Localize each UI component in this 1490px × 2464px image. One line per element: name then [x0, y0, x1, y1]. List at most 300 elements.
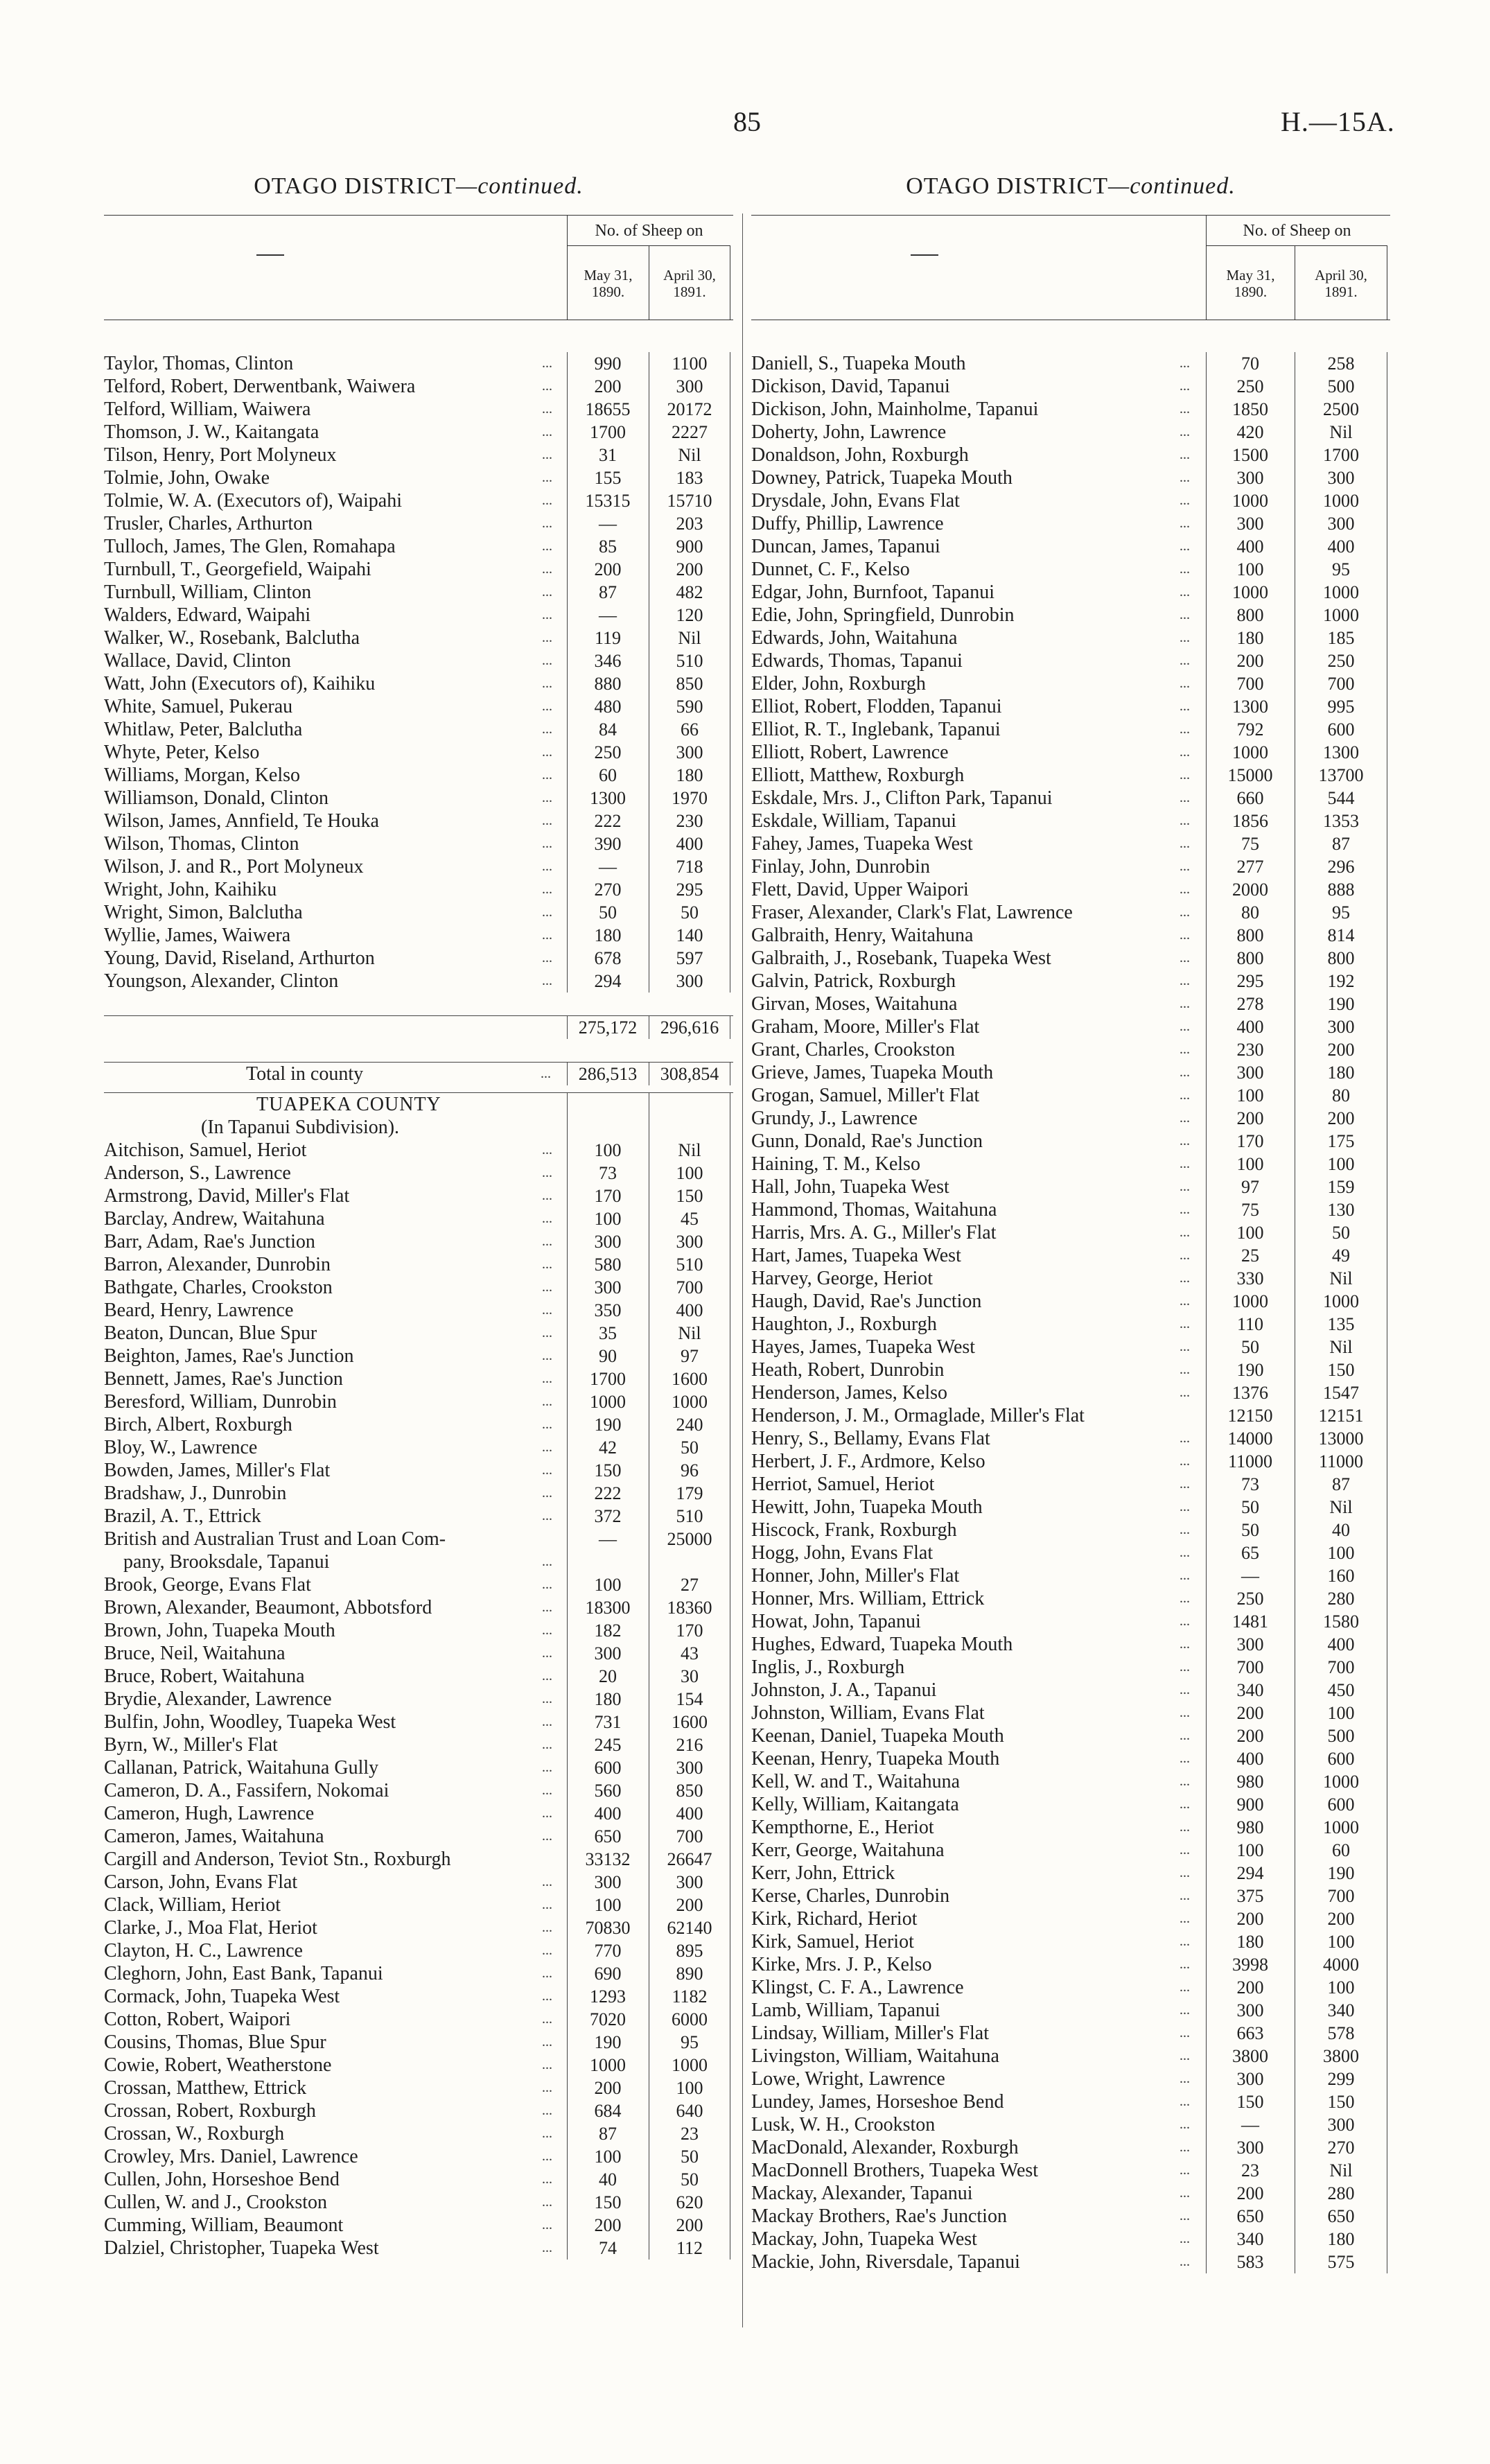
- sheep-1890: 200: [1236, 651, 1264, 671]
- sheep-1890: 690: [594, 1964, 622, 1984]
- owner-name: Lusk, W. H., Crookston: [751, 2114, 936, 2135]
- leader-dots: ...: [1180, 401, 1190, 417]
- table-row: [751, 695, 1390, 718]
- sheep-1891: Nil: [1329, 422, 1353, 442]
- right-column: [751, 173, 1390, 2273]
- table-row: [751, 1130, 1390, 1153]
- owner-name: Doherty, John, Lawrence: [751, 421, 947, 443]
- sheep-1891: 300: [676, 1872, 703, 1892]
- owner-name: Cullen, John, Horseshoe Bend: [104, 2169, 340, 2190]
- sheep-1890: 1000: [1232, 1291, 1268, 1311]
- sheep-1890: 74: [599, 2238, 617, 2258]
- sheep-1890: 40: [599, 2169, 617, 2190]
- owner-name: Edwards, Thomas, Tapanui: [751, 650, 963, 672]
- sheep-1890: 340: [1236, 1680, 1264, 1700]
- table-row: [751, 1038, 1390, 1061]
- leader-dots: ...: [542, 1966, 552, 1981]
- sheep-1891: 700: [1327, 674, 1355, 694]
- owner-name: Haugh, David, Rae's Junction: [751, 1291, 982, 1312]
- leader-dots: ...: [1180, 424, 1190, 439]
- sheep-1891: 700: [1327, 1657, 1355, 1677]
- table-row: [104, 1642, 733, 1665]
- sheep-1891: 100: [1327, 1543, 1355, 1563]
- sheep-1890: 390: [594, 834, 622, 854]
- owner-name: Telford, Robert, Derwentbank, Waiwera: [104, 376, 416, 397]
- sheep-1890: 200: [1236, 1909, 1264, 1929]
- sheep-1890: 300: [594, 1643, 622, 1663]
- header-gap: [751, 320, 1390, 352]
- leader-dots: ...: [1180, 584, 1190, 600]
- table-row: [751, 1381, 1390, 1404]
- leader-dots: ...: [1180, 1682, 1190, 1697]
- table-row: [751, 1015, 1390, 1038]
- table-row: [104, 1665, 733, 1688]
- table-row: [104, 2168, 733, 2191]
- sheep-1891: 30: [681, 1666, 699, 1686]
- sheep-1890: 1856: [1232, 811, 1268, 831]
- sheep-1890: 180: [594, 925, 622, 945]
- district-title: OTAGO DISTRICT: [254, 173, 456, 199]
- leader-dots: ...: [1180, 1202, 1190, 1217]
- sheep-1890: 180: [1236, 628, 1264, 648]
- owner-name: Flett, David, Upper Waipori: [751, 879, 969, 900]
- leader-dots: ...: [542, 813, 552, 828]
- table-row: [751, 1679, 1390, 1702]
- table-row: [751, 2205, 1390, 2228]
- leader-dots: ...: [1180, 1865, 1190, 1880]
- owner-name: Beaton, Duncan, Blue Spur: [104, 1322, 317, 1344]
- sheep-1891: 400: [676, 834, 703, 854]
- header-line: April 30,: [1315, 267, 1367, 283]
- sheep-1890: 35: [599, 1323, 617, 1343]
- name-column-header: [256, 254, 284, 256]
- sheep-1890: 65: [1241, 1543, 1259, 1563]
- table-row: [104, 1916, 733, 1939]
- sheep-1891: 87: [1332, 834, 1350, 854]
- sheep-1891: 200: [1327, 1108, 1355, 1128]
- leader-dots: ...: [1180, 1293, 1190, 1309]
- owner-name: Grieve, James, Tuapeka Mouth: [751, 1062, 994, 1083]
- leader-dots: ...: [542, 607, 552, 622]
- table-row: [751, 1633, 1390, 1656]
- leader-dots: ...: [542, 2080, 552, 2095]
- sheep-1890: —: [1241, 1566, 1259, 1586]
- leader-dots: ...: [542, 1462, 552, 1478]
- table-row: [751, 1839, 1390, 1862]
- table-row: [104, 1802, 733, 1825]
- leader-dots: ...: [542, 2172, 552, 2187]
- owner-name: Clarke, J., Moa Flat, Heriot: [104, 1917, 317, 1939]
- owner-name: MacDonald, Alexander, Roxburgh: [751, 2137, 1019, 2158]
- sheep-1890: 300: [594, 1872, 622, 1892]
- table-row: [751, 1724, 1390, 1747]
- table-row: [104, 718, 733, 741]
- table-row: [751, 1793, 1390, 1816]
- sheep-1891: 150: [1327, 2092, 1355, 2112]
- table-row: [751, 1198, 1390, 1221]
- sheep-1890: 980: [1236, 1772, 1264, 1792]
- leader-dots: ...: [542, 836, 552, 851]
- sheep-1891: Nil: [1329, 1268, 1353, 1288]
- table-row: [751, 1610, 1390, 1633]
- leader-dots: ...: [542, 653, 552, 668]
- leader-dots: ...: [542, 2034, 552, 2050]
- table-row: [104, 581, 733, 604]
- owner-name: Daniell, S., Tuapeka Mouth: [751, 353, 966, 374]
- owner-name: Barron, Alexander, Dunrobin: [104, 1254, 331, 1275]
- section-subtitle-row: [104, 1116, 733, 1139]
- table-row: [751, 2228, 1390, 2251]
- table-row: [751, 1564, 1390, 1587]
- sheep-1890: 800: [1236, 948, 1264, 968]
- sheep-1891: 280: [1327, 1589, 1355, 1609]
- owner-name: Johnston, William, Evans Flat: [751, 1702, 985, 1724]
- sheep-1890: 1481: [1232, 1611, 1268, 1632]
- table-row: [751, 604, 1390, 627]
- owner-name: Trusler, Charles, Arthurton: [104, 513, 313, 534]
- table-row: [104, 1779, 733, 1802]
- sheep-1890: 700: [1236, 1657, 1264, 1677]
- table-row: [751, 1702, 1390, 1724]
- leader-dots: ...: [542, 2217, 552, 2233]
- owner-name: British and Australian Trust and Loan Com-: [104, 1528, 446, 1550]
- owner-name: Bathgate, Charles, Crookston: [104, 1277, 333, 1298]
- owner-name: Dickison, John, Mainholme, Tapanui: [751, 399, 1039, 420]
- sheep-1890: 200: [594, 559, 622, 579]
- leader-dots: ...: [1180, 516, 1190, 531]
- sheep-1890: 150: [594, 2192, 622, 2212]
- april-1891-header: [649, 246, 730, 320]
- sheep-1891: 100: [1327, 1154, 1355, 1174]
- sheep-1890: 1000: [590, 2055, 626, 2075]
- sheep-1891: 203: [676, 514, 703, 534]
- sheep-1891: 300: [1327, 468, 1355, 488]
- sheep-1890: 100: [1236, 559, 1264, 579]
- owner-name: Keenan, Daniel, Tuapeka Mouth: [751, 1725, 1004, 1747]
- sheep-1891: 18360: [667, 1598, 712, 1618]
- sheep-1891: 800: [1327, 948, 1355, 968]
- table-row: [751, 1496, 1390, 1519]
- owner-name: Kerse, Charles, Dunrobin: [751, 1885, 950, 1907]
- sheep-1890: 100: [594, 2147, 622, 2167]
- leader-dots: ...: [1180, 2025, 1190, 2041]
- sheep-1890: 100: [1236, 1085, 1264, 1106]
- leader-dots: ...: [542, 1485, 552, 1501]
- owner-name: Whitlaw, Peter, Balclutha: [104, 719, 303, 740]
- owner-name: Girvan, Moses, Waitahuna: [751, 993, 958, 1015]
- sheep-1891: 597: [676, 948, 703, 968]
- leader-dots: ...: [1180, 1705, 1190, 1720]
- table-row: [104, 2077, 733, 2099]
- total-label: Total in county: [246, 1063, 364, 1085]
- sheep-1891: 190: [1327, 1863, 1355, 1883]
- table-row: [104, 1253, 733, 1276]
- leader-dots: ...: [1180, 1087, 1190, 1103]
- table-header: [751, 215, 1390, 320]
- sheep-1891: 26647: [667, 1849, 712, 1869]
- sheep-1890: 700: [1236, 674, 1264, 694]
- sheep-1890: 600: [594, 1758, 622, 1778]
- owner-name: Beard, Henry, Lawrence: [104, 1300, 294, 1321]
- owner-name: Mackie, John, Riversdale, Tapanui: [751, 2251, 1020, 2273]
- table-row: [104, 2237, 733, 2260]
- table-row: [751, 512, 1390, 535]
- owner-name: Cousins, Thomas, Blue Spur: [104, 2032, 326, 2053]
- sheep-1890: 400: [1236, 536, 1264, 557]
- owner-name: Cargill and Anderson, Teviot Stn., Roxburgh: [104, 1849, 451, 1870]
- leader-dots: ...: [542, 882, 552, 897]
- table-row: [751, 810, 1390, 832]
- leader-dots: ...: [1180, 1499, 1190, 1514]
- sheep-1891: 27: [681, 1575, 699, 1595]
- table-row: [104, 444, 733, 466]
- sheep-1891: 640: [676, 2101, 703, 2121]
- sheep-1891: 300: [676, 1232, 703, 1252]
- table-row: [104, 764, 733, 787]
- owner-name: Bennett, James, Rae's Junction: [104, 1368, 343, 1390]
- sheep-1891: 258: [1327, 353, 1355, 374]
- owner-name: Eskdale, William, Tapanui: [751, 810, 957, 832]
- table-row: [104, 1756, 733, 1779]
- leader-dots: ...: [1180, 1316, 1190, 1331]
- owner-name: Mackay Brothers, Rae's Junction: [751, 2205, 1007, 2227]
- table-row: [751, 947, 1390, 970]
- table-row: [751, 1336, 1390, 1358]
- owner-name: Crossan, W., Roxburgh: [104, 2123, 285, 2144]
- sheep-1891: 190: [1327, 994, 1355, 1014]
- owner-name: Kerr, John, Ettrick: [751, 1862, 895, 1884]
- owner-name: Bulfin, John, Woodley, Tuapeka West: [104, 1711, 396, 1733]
- leader-dots: ...: [1180, 2002, 1190, 2018]
- table-row: [751, 764, 1390, 787]
- sheep-1891: 1353: [1323, 811, 1359, 831]
- sheep-1890: 400: [1236, 1017, 1264, 1037]
- table-row: [104, 855, 733, 878]
- sheep-1891: 450: [1327, 1680, 1355, 1700]
- table-row: [104, 924, 733, 947]
- leader-dots: ...: [542, 950, 552, 965]
- owner-name: Kell, W. and T., Waitahuna: [751, 1771, 961, 1792]
- sheep-1890: 70: [1241, 353, 1259, 374]
- owner-name: Henry, S., Bellamy, Evans Flat: [751, 1428, 990, 1449]
- sheep-1891: 1547: [1323, 1383, 1359, 1403]
- owner-name: Grogan, Samuel, Miller't Flat: [751, 1085, 980, 1106]
- owner-name: Brydie, Alexander, Lawrence: [104, 1688, 332, 1710]
- owner-name: Henderson, James, Kelso: [751, 1382, 948, 1404]
- leader-dots: ...: [542, 1874, 552, 1889]
- sheep-1891: 890: [676, 1964, 703, 1984]
- owner-name: Kempthorne, E., Heriot: [751, 1817, 934, 1838]
- sheep-1890: —: [599, 605, 617, 625]
- table-row: [751, 1473, 1390, 1496]
- leader-dots: ...: [1180, 1751, 1190, 1766]
- sheep-1890: 200: [1236, 1108, 1264, 1128]
- table-row: [104, 1985, 733, 2008]
- sheep-1890: 340: [1236, 2229, 1264, 2249]
- owner-name: Walders, Edward, Waipahi: [104, 604, 311, 626]
- leader-dots: ...: [1180, 561, 1190, 577]
- leader-dots: ...: [1180, 996, 1190, 1011]
- sheep-1891: 510: [676, 1506, 703, 1526]
- owner-name: Brazil, A. T., Ettrick: [104, 1505, 261, 1527]
- owner-name: Cameron, James, Waitahuna: [104, 1826, 324, 1847]
- sheep-1890: 1300: [590, 788, 626, 808]
- owner-name: Howat, John, Tapanui: [751, 1611, 921, 1632]
- leader-dots: ...: [542, 1806, 552, 1821]
- table-row: [104, 1962, 733, 1985]
- sheep-1891: 13000: [1318, 1428, 1364, 1449]
- leader-dots: ...: [542, 1600, 552, 1615]
- sheep-1891: 718: [676, 857, 703, 877]
- owner-name: Klingst, C. F. A., Lawrence: [751, 1977, 964, 1998]
- sheep-1891: 300: [1327, 1017, 1355, 1037]
- leader-dots: ...: [1180, 1774, 1190, 1789]
- sheep-1891: 1000: [1323, 582, 1359, 602]
- sheep-1890: 73: [1241, 1474, 1259, 1494]
- owner-name: Honner, John, Miller's Flat: [751, 1565, 960, 1587]
- sheep-1890: 75: [1241, 834, 1259, 854]
- owner-name: Hall, John, Tuapeka West: [751, 1176, 949, 1198]
- leader-dots: ...: [1180, 744, 1190, 760]
- owner-name: Bloy, W., Lawrence: [104, 1437, 258, 1458]
- sheep-1891: 200: [676, 1895, 703, 1915]
- sheep-1891: 100: [1327, 1977, 1355, 1998]
- sheep-1890: 23: [1241, 2160, 1259, 2181]
- sheep-1891: 340: [1327, 2000, 1355, 2020]
- sheep-1891: 300: [1327, 2115, 1355, 2135]
- leader-dots: ...: [542, 790, 552, 805]
- sheep-1890: 3800: [1232, 2046, 1268, 2066]
- table-row: [104, 1871, 733, 1894]
- sheep-1891: 100: [676, 2078, 703, 2098]
- sheep-1891: 850: [676, 674, 703, 694]
- sheep-1890: 300: [1236, 2138, 1264, 2158]
- leader-dots: ...: [1180, 1042, 1190, 1057]
- sheep-1890: 2000: [1232, 880, 1268, 900]
- owner-name: Heath, Robert, Dunrobin: [751, 1359, 945, 1381]
- leader-dots: ...: [542, 1508, 552, 1523]
- sheep-1890: 800: [1236, 925, 1264, 945]
- owner-name: Herbert, J. F., Ardmore, Kelso: [751, 1451, 985, 1472]
- sheep-1890: 1000: [590, 1392, 626, 1412]
- sheep-1891: 66: [681, 719, 699, 740]
- sheep-1891: 180: [1327, 1063, 1355, 1083]
- leader-dots: ...: [1180, 859, 1190, 874]
- sheep-1891: 112: [676, 2238, 703, 2258]
- sheep-1890: 250: [1236, 376, 1264, 396]
- sheep-1890: 300: [1236, 1634, 1264, 1654]
- sheep-1890: —: [599, 514, 617, 534]
- owner-name: Lundey, James, Horseshoe Bend: [751, 2091, 1004, 2113]
- sheep-1891: 192: [1327, 971, 1355, 991]
- sheep-1891: 150: [676, 1186, 703, 1206]
- sheep-1891: 180: [676, 765, 703, 785]
- sheep-1891: 700: [1327, 1886, 1355, 1906]
- leader-dots: ...: [542, 1394, 552, 1409]
- sheep-1891: 200: [676, 559, 703, 579]
- sheep-1891: 590: [676, 697, 703, 717]
- table-row: [104, 695, 733, 718]
- sheep-1891: 6000: [672, 2009, 708, 2029]
- table-row: [751, 672, 1390, 695]
- table-row: [751, 1313, 1390, 1336]
- owner-name: Haining, T. M., Kelso: [751, 1153, 920, 1175]
- leader-dots: ...: [1180, 378, 1190, 394]
- header-line: April 30,: [663, 267, 716, 283]
- total-row: [104, 1062, 733, 1085]
- table-row: [751, 2182, 1390, 2205]
- owner-name: MacDonnell Brothers, Tuapeka West: [751, 2160, 1039, 2181]
- sheep-1890: 15000: [1227, 765, 1273, 785]
- leader-dots: ...: [542, 539, 552, 554]
- sheep-1890: 190: [1236, 1360, 1264, 1380]
- owner-name: Hammond, Thomas, Waitahuna: [751, 1199, 997, 1221]
- sheep-1891: 510: [676, 1255, 703, 1275]
- table-row: [751, 649, 1390, 672]
- sheep-1890: 1300: [1232, 697, 1268, 717]
- table-row: [104, 1619, 733, 1642]
- leader-dots: ...: [1180, 1110, 1190, 1126]
- table-row: [104, 1436, 733, 1459]
- owner-name: Callanan, Patrick, Waitahuna Gully: [104, 1757, 379, 1779]
- leader-dots: ...: [542, 1440, 552, 1455]
- sheep-1891: 250: [1327, 651, 1355, 671]
- may-1890-header: [567, 246, 649, 320]
- leader-dots: ...: [542, 1828, 552, 1844]
- sheep-1890: 663: [1236, 2023, 1264, 2043]
- table-row: [751, 1176, 1390, 1198]
- sheep-1891: 1300: [1323, 742, 1359, 762]
- sheep-1890: 560: [594, 1781, 622, 1801]
- owner-name: Edgar, John, Burnfoot, Tapanui: [751, 582, 995, 603]
- leader-dots: ...: [542, 722, 552, 737]
- leader-dots: ...: [542, 859, 552, 874]
- table-row: [751, 421, 1390, 444]
- sheep-1890: 770: [594, 1941, 622, 1961]
- sheep-1890: 155: [594, 468, 622, 488]
- table-row: [104, 2008, 733, 2031]
- sheep-1890: 50: [1241, 1337, 1259, 1357]
- sheep-1891: 300: [676, 742, 703, 762]
- sheep-1891: 1000: [1323, 1291, 1359, 1311]
- leader-dots: ...: [1180, 1453, 1190, 1469]
- sheep-1890: 70830: [585, 1918, 631, 1938]
- leader-dots: ...: [1180, 1591, 1190, 1606]
- sheep-1891: 175: [1327, 1131, 1355, 1151]
- leader-dots: ...: [1180, 1248, 1190, 1263]
- leader-dots: ...: [1180, 447, 1190, 462]
- sheep-1890: 792: [1236, 719, 1264, 740]
- table-row: [104, 741, 733, 764]
- sheep-1890: 150: [1236, 2092, 1264, 2112]
- owner-name: Taylor, Thomas, Clinton: [104, 353, 294, 374]
- sheep-1890: 580: [594, 1255, 622, 1275]
- sheep-1891: 1000: [672, 1392, 708, 1412]
- table-row: [751, 1587, 1390, 1610]
- leader-dots: ...: [1180, 1339, 1190, 1354]
- table-row: [104, 672, 733, 695]
- leader-dots: ...: [1180, 790, 1190, 805]
- table-row: [104, 2122, 733, 2145]
- leader-dots: ...: [542, 2194, 552, 2210]
- sheep-1890: 100: [1236, 1840, 1264, 1860]
- table-row: [751, 398, 1390, 421]
- table-row: [104, 2031, 733, 2054]
- owner-name: Bruce, Neil, Waitahuna: [104, 1643, 286, 1664]
- owner-name: Downey, Patrick, Tuapeka Mouth: [751, 467, 1013, 489]
- table-row: [751, 581, 1390, 604]
- leader-dots: ...: [1180, 2117, 1190, 2132]
